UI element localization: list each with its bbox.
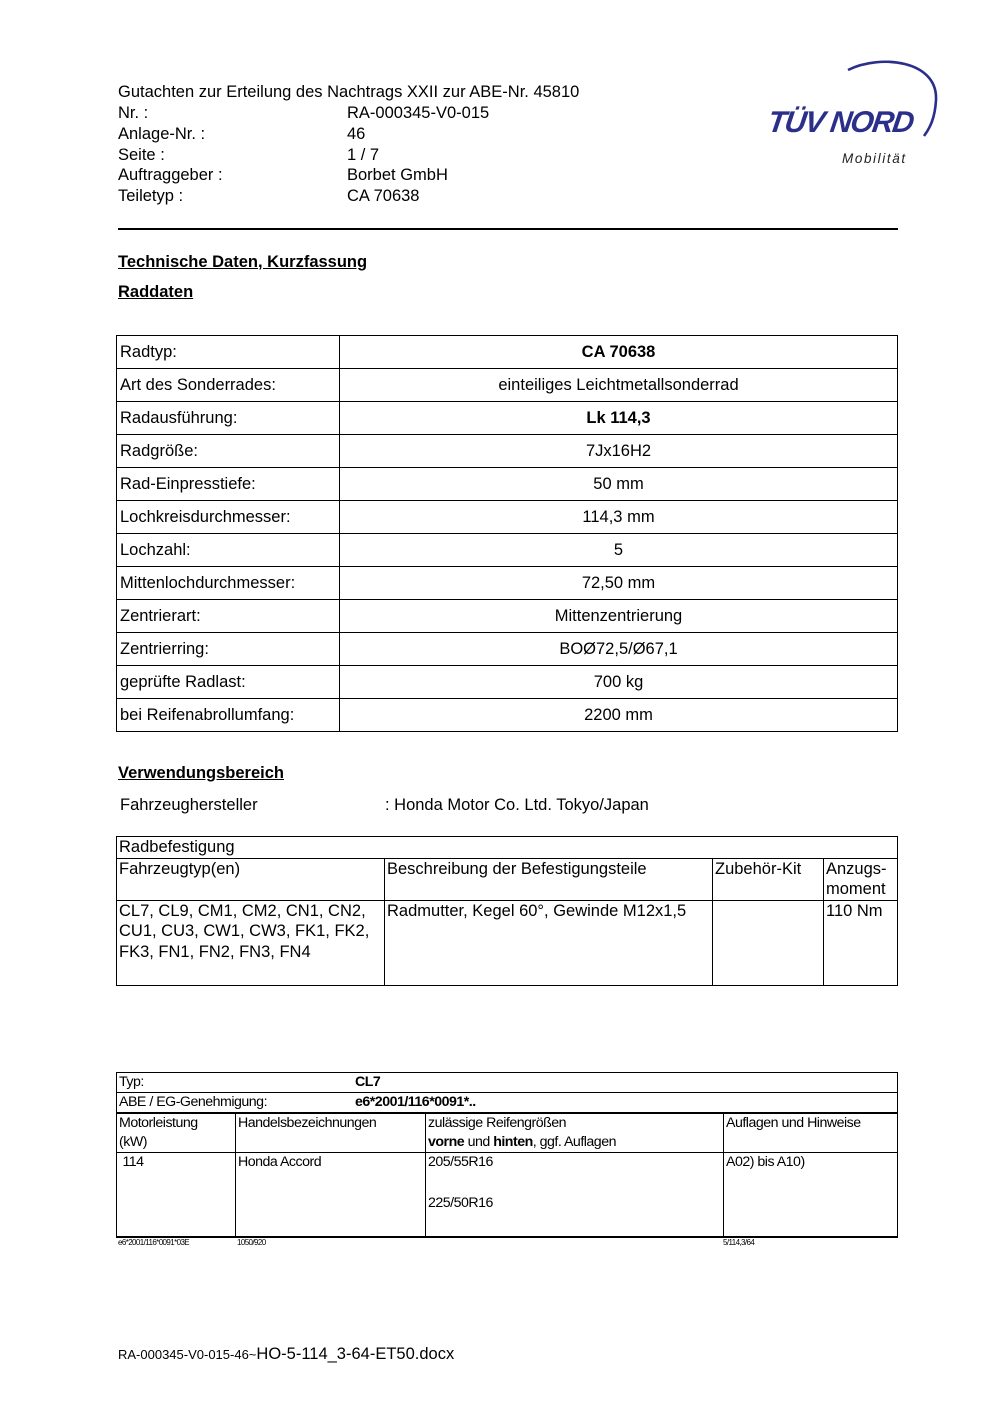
header-value: Borbet GmbH [347,166,448,185]
row-label: Zentrierart: [117,600,340,633]
header-fahrzeugtyp: Fahrzeugtyp(en) [117,858,385,900]
table-row [117,633,898,666]
tuev-nord-logo-text: TÜV NORD [765,106,916,139]
header-label: Auftraggeber : [118,166,223,185]
header-zubehoer-kit: Zubehör-Kit [713,858,824,900]
header-row-teiletyp [118,186,489,207]
header-tires-und: und [464,1134,494,1150]
footnote-pattern: 5/114,3/64 [723,1238,755,1247]
vehicle-type-table [116,1072,898,1238]
header-anzugsmoment-line1: Anzugs- [826,859,887,878]
header-anzugsmoment-line2: moment [826,880,886,898]
header-divider [118,228,898,230]
header-label: Nr. : [118,104,149,122]
footer-prefix: RA-000345-V0-015-46~ [118,1347,257,1362]
table-row [117,600,898,633]
row-label: Art des Sonderrades: [117,369,340,402]
row-label: geprüfte Radlast: [117,666,340,699]
typ-value: CL7 [355,1074,381,1090]
typ-row [117,1073,898,1093]
typ-label: Typ: [119,1074,144,1090]
engine-power: 114 [117,1153,236,1238]
row-value: Lk 114,3 [340,402,898,435]
table-row [117,699,898,732]
table-row [117,501,898,534]
table-row [117,468,898,501]
header-info [118,103,489,207]
table-title: Radbefestigung [117,837,898,859]
header-auflagen: Auflagen und Hinweise [724,1113,898,1153]
row-label: Radtyp: [117,336,340,369]
vehicle-types: CL7, CL9, CM1, CM2, CN1, CN2, CU1, CU3, CW1, CW3, FK1, FK2, FK3, FN1, FN2, FN3, FN4 [117,900,385,985]
header-tires-line2 [428,1133,721,1152]
row-value: 7Jx16H2 [340,435,898,468]
manufacturer-label: Fahrzeughersteller [120,796,258,814]
header-tires-auflagen: , ggf. Auflagen [532,1134,616,1150]
row-value: 114,3 mm [340,501,898,534]
row-label: Zentrierring: [117,633,340,666]
header-handelsbezeichnungen: Handelsbezeichnungen [236,1113,426,1153]
row-value: 700 kg [340,666,898,699]
table-header-row [117,858,898,900]
row-label: Lochkreisdurchmesser: [117,501,340,534]
header-row-nr [118,103,489,124]
table-row [117,900,898,985]
table-row [117,336,898,369]
row-value: 5 [340,534,898,567]
footnote-weights: 1050/920 [237,1238,266,1247]
table-title-row [117,837,898,859]
footer-filename: HO-5-114_3-64-ET50.docx [256,1345,455,1363]
row-label: bei Reifenabrollumfang: [117,699,340,732]
table-row [117,1153,898,1238]
table-row [117,369,898,402]
radbefestigung-table [116,836,898,986]
trade-name: Honda Accord [236,1153,426,1238]
type-table-header [117,1113,898,1153]
logo-subtitle: Mobilität [842,151,907,166]
header-anzugsmoment [824,858,898,900]
report-title: Gutachten zur Erteilung des Nachtrags XXII zur ABE-Nr. 45810 [118,83,580,101]
raddaten-table [116,335,898,732]
tire-size-1: 205/55R16 [428,1154,493,1170]
table-row [117,666,898,699]
row-label: Radausführung: [117,402,340,435]
abe-cell [117,1093,898,1114]
header-row-seite [118,145,489,166]
abe-label: ABE / EG-Genehmigung: [119,1094,268,1110]
header-value: CA 70638 [347,187,420,206]
row-value: einteiliges Leichtmetallsonderrad [340,369,898,402]
tire-sizes [426,1153,724,1238]
section-technical: Technische Daten, Kurzfassung [118,253,368,271]
row-value: 50 mm [340,468,898,501]
header-value: 46 [347,124,366,143]
header-label: Anlage-Nr. : [118,124,206,143]
typ-cell [117,1073,898,1093]
header-tires-vorne: vorne [428,1134,465,1150]
manufacturer-value: : Honda Motor Co. Ltd. Tokyo/Japan [385,796,649,814]
table-row [117,534,898,567]
footnote-code: e6*2001/116*0091*03E [118,1238,190,1247]
header-tires-hinten: hinten [493,1134,533,1150]
table-row [117,435,898,468]
row-label: Mittenlochdurchmesser: [117,567,340,600]
row-value: 72,50 mm [340,567,898,600]
header-beschreibung: Beschreibung der Befestigungsteile [385,858,713,900]
header-value: 1 / 7 [347,145,380,164]
tightening-torque: 110 Nm [824,900,898,985]
row-value: 2200 mm [340,699,898,732]
row-label: Lochzahl: [117,534,340,567]
header-label: Teiletyp : [118,187,184,206]
row-value: BOØ72,5/Ø67,1 [340,633,898,666]
header-row-auftraggeber [118,165,489,186]
row-label: Radgröße: [117,435,340,468]
table-row [117,567,898,600]
table-row [117,402,898,435]
section-usage: Verwendungsbereich [118,764,284,782]
header-motorleistung [117,1113,236,1153]
accessory-kit [713,900,824,985]
header-reifengroessen [426,1113,724,1153]
header-power-line1: Motorleistung [119,1115,198,1131]
section-raddaten: Raddaten [118,283,194,301]
header-power-line2: (kW) [119,1134,147,1150]
header-value: RA-000345-V0-015 [347,104,490,122]
fastening-description: Radmutter, Kegel 60°, Gewinde M12x1,5 [385,900,713,985]
row-value: Mittenzentrierung [340,600,898,633]
tire-size-2: 225/50R16 [428,1195,493,1211]
abe-row [117,1093,898,1114]
row-value: CA 70638 [340,336,898,369]
header-label: Seite : [118,145,165,164]
page-footer [118,1345,454,1364]
header-tires-line1: zulässige Reifengrößen [428,1115,567,1131]
header-row-anlage [118,124,489,145]
notes: A02) bis A10) [724,1153,898,1238]
row-label: Rad-Einpresstiefe: [117,468,340,501]
abe-value: e6*2001/116*0091*.. [355,1094,476,1110]
